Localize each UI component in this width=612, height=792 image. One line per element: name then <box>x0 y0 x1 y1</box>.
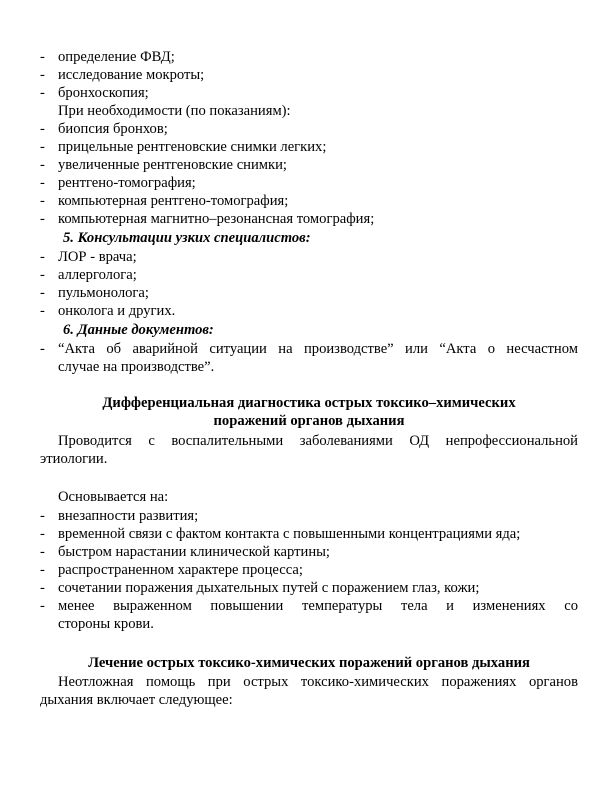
bullet-dash: - <box>40 193 45 209</box>
bullet-dash: - <box>40 508 45 524</box>
list-item-text: ЛОР - врача; <box>58 249 137 265</box>
bullet-dash: - <box>40 285 45 301</box>
list-item-text: компьютерная магнитно–резонансная томография; <box>58 211 375 227</box>
paragraph-intro: Основывается на: <box>58 489 169 505</box>
bullet-dash: - <box>40 121 45 137</box>
bullet-dash: - <box>40 211 45 227</box>
list-item-text: менее выраженном повышении температуры тела и изменениях со <box>58 598 578 614</box>
bullet-dash: - <box>40 598 45 614</box>
list-item-text: увеличенные рентгеновские снимки; <box>58 157 287 173</box>
list-item-text: определение ФВД; <box>58 49 175 65</box>
bullet-dash: - <box>40 341 45 357</box>
list-item-text: аллерголога; <box>58 267 137 283</box>
section-title: Лечение острых токсико-химических поражений органов дыхания <box>88 655 530 671</box>
bullet-dash: - <box>40 157 45 173</box>
bullet-dash: - <box>40 267 45 283</box>
paragraph: Неотложная помощь при острых токсико-химических поражениях органов <box>58 674 578 690</box>
list-item-text: временной связи с фактом контакта с повышенными концентрациями яда; <box>58 526 521 542</box>
section-heading: 6. Данные документов: <box>63 322 214 338</box>
list-item-text: онколога и других. <box>58 303 176 319</box>
list-item-text: распространенном характере процесса; <box>58 562 303 578</box>
bullet-dash: - <box>40 249 45 265</box>
list-item-text: быстром нарастании клинической картины; <box>58 544 330 560</box>
list-item-text: случае на производстве”. <box>58 359 215 375</box>
list-item-text: “Акта об аварийной ситуации на производстве” или “Акта о несчастном <box>58 341 578 357</box>
bullet-dash: - <box>40 580 45 596</box>
bullet-dash: - <box>40 526 45 542</box>
bullet-dash: - <box>40 67 45 83</box>
list-item-text: бронхоскопия; <box>58 85 149 101</box>
bullet-dash: - <box>40 303 45 319</box>
list-item-text: компьютерная рентгено-томография; <box>58 193 289 209</box>
list-item-text: пульмонолога; <box>58 285 149 301</box>
list-item-text: внезапности развития; <box>58 508 199 524</box>
bullet-dash: - <box>40 139 45 155</box>
list-item-text: биопсия бронхов; <box>58 121 168 137</box>
list-item-text: исследование мокроты; <box>58 67 205 83</box>
paragraph: дыхания включает следующее: <box>40 692 233 708</box>
paragraph-intro: При необходимости (по показаниям): <box>58 103 291 119</box>
section-title: Дифференциальная диагностика острых токсико–химических <box>102 395 516 411</box>
bullet-dash: - <box>40 562 45 578</box>
list-item-text: рентгено-томография; <box>58 175 196 191</box>
section-heading: 5. Консультации узких специалистов: <box>63 230 311 246</box>
list-item-text: сочетании поражения дыхательных путей с поражением глаз, кожи; <box>58 580 480 596</box>
list-item-text: стороны крови. <box>58 616 154 632</box>
paragraph: Проводится с воспалительными заболеваниями ОД непрофессиональной <box>58 433 578 449</box>
section-title: поражений органов дыхания <box>213 413 405 429</box>
bullet-dash: - <box>40 175 45 191</box>
paragraph: этиологии. <box>40 451 108 467</box>
bullet-dash: - <box>40 49 45 65</box>
bullet-dash: - <box>40 85 45 101</box>
bullet-dash: - <box>40 544 45 560</box>
list-item-text: прицельные рентгеновские снимки легких; <box>58 139 327 155</box>
